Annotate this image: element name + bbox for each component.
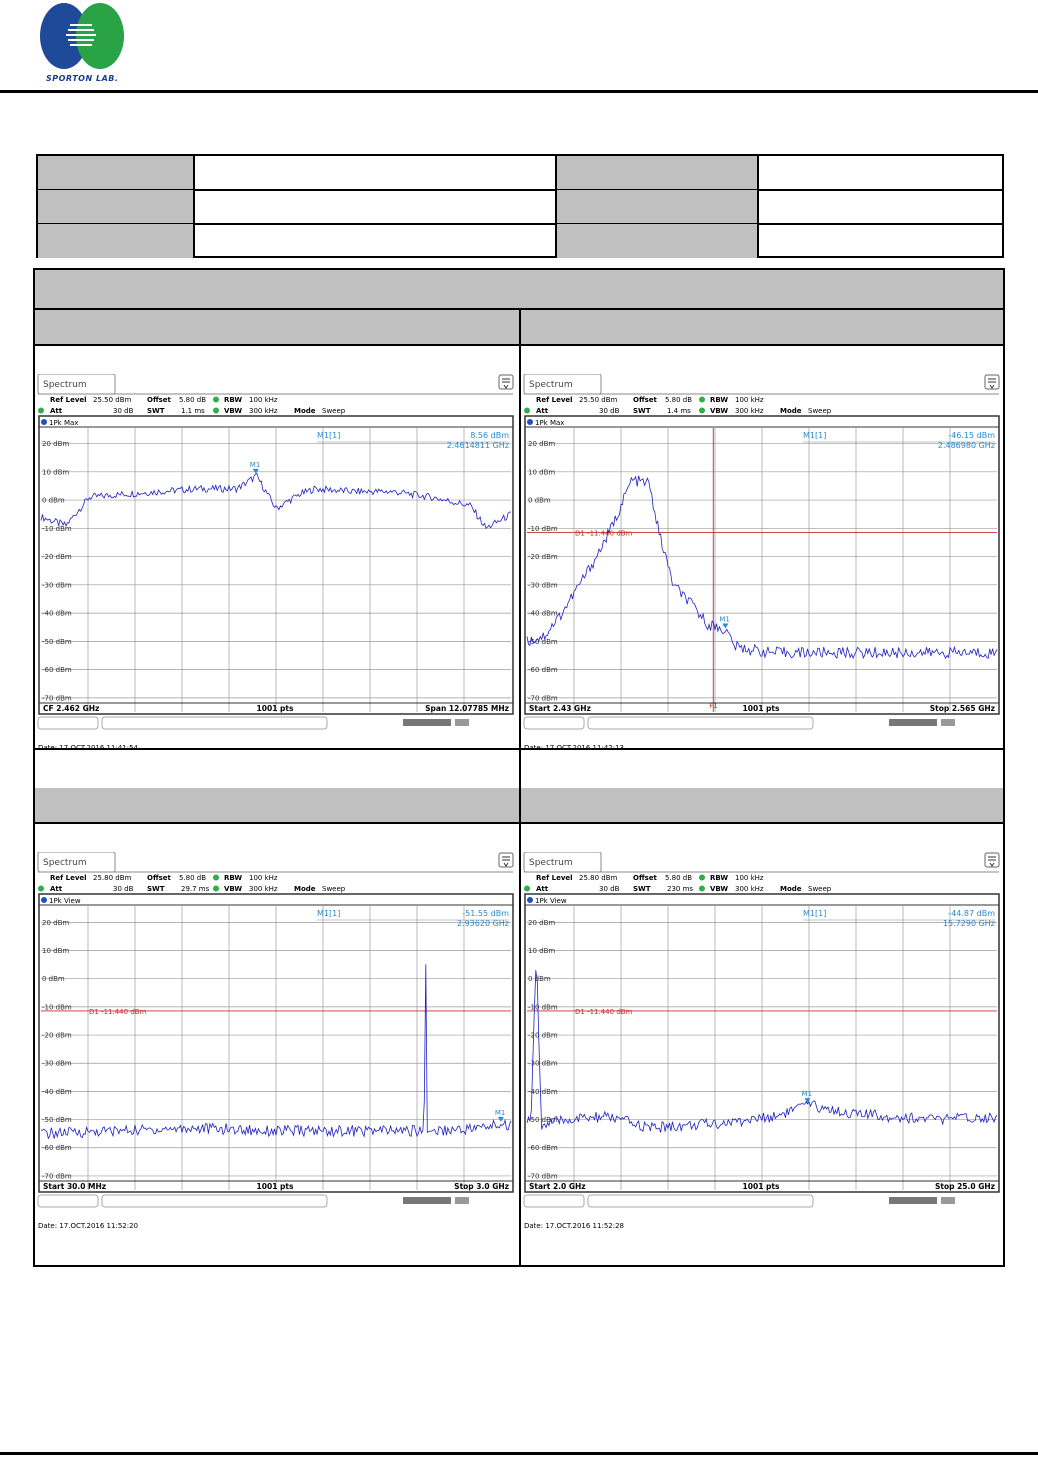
y-tick-label: -70 dBm	[528, 694, 558, 703]
panel-header	[35, 310, 519, 346]
status-icon	[941, 719, 955, 726]
spectrum-panel	[521, 374, 1001, 814]
progress-bar-icon	[403, 1197, 451, 1204]
logo-text: SPORTON LAB.	[46, 74, 119, 83]
trace-indicator-icon	[527, 897, 533, 903]
att-label: Att	[50, 885, 63, 893]
y-tick-label: -20 dBm	[528, 553, 558, 562]
status-dot-icon	[38, 408, 44, 414]
footer-left: Start 30.0 MHz	[43, 1182, 107, 1191]
capture-date: Date: 17.OCT.2016 11:42:13	[524, 744, 624, 752]
rbw-value: 100 kHz	[735, 396, 764, 404]
footer-right: Stop 25.0 GHz	[934, 1182, 995, 1191]
ref-level-label: Ref Level	[536, 396, 573, 404]
ref-level-value: 25.50 dBm	[579, 396, 618, 404]
info-label-cell	[557, 224, 759, 258]
status-icon	[941, 1197, 955, 1204]
status-field	[524, 717, 584, 729]
info-value-cell	[195, 190, 557, 223]
limit-line-label: D1 -11.440 dBm	[575, 529, 633, 538]
y-tick-label: 0 dBm	[528, 975, 551, 984]
limit-line-label: D1 -11.440 dBm	[89, 1007, 147, 1016]
footer-right: Stop 3.0 GHz	[454, 1182, 509, 1191]
y-tick-label: -20 dBm	[528, 1031, 558, 1040]
capture-date: Date: 17.OCT.2016 11:52:20	[38, 1222, 138, 1230]
footer-points: 1001 pts	[256, 1182, 294, 1191]
y-tick-label: 10 dBm	[42, 947, 70, 956]
trace-label: 1Pk View	[49, 897, 81, 905]
f1-label: F1	[709, 702, 718, 710]
info-row	[38, 190, 1002, 225]
footer-right: Stop 2.565 GHz	[929, 704, 995, 713]
trace-label: 1Pk Max	[535, 419, 565, 427]
status-field	[38, 1195, 98, 1207]
trace-indicator-icon	[41, 419, 47, 425]
status-dot-icon	[213, 875, 219, 881]
marker-readout-freq: 15.7290 GHz	[942, 919, 995, 928]
status-dot-icon	[699, 886, 705, 892]
y-tick-label: 10 dBm	[528, 468, 556, 477]
marker-tag: M1	[801, 1090, 813, 1099]
trace-indicator-icon	[41, 897, 47, 903]
y-tick-label: 10 dBm	[42, 468, 70, 477]
spectrum-tab-label: Spectrum	[529, 858, 573, 868]
marker-readout-value: -51.55 dBm	[462, 909, 509, 918]
y-tick-label: -60 dBm	[528, 1144, 558, 1153]
y-tick-label: 20 dBm	[528, 440, 556, 449]
footer-points: 1001 pts	[742, 704, 780, 713]
info-label-cell	[38, 224, 195, 258]
y-tick-label: 20 dBm	[528, 918, 556, 927]
mode-value: Sweep	[808, 885, 832, 893]
spectrum-tab-label: Spectrum	[529, 380, 573, 390]
y-tick-label: -40 dBm	[42, 609, 72, 618]
status-field	[102, 1195, 327, 1207]
status-icon	[455, 1197, 469, 1204]
y-tick-label: -10 dBm	[528, 1003, 558, 1012]
status-dot-icon	[213, 886, 219, 892]
status-field	[102, 717, 327, 729]
ref-level-label: Ref Level	[50, 396, 87, 404]
marker-tag: M1	[719, 615, 730, 624]
rbw-label: RBW	[224, 874, 243, 882]
mode-value: Sweep	[322, 407, 346, 415]
vbw-value: 300 kHz	[735, 407, 764, 415]
att-value: 30 dB	[113, 407, 134, 415]
info-value-cell	[759, 190, 1002, 223]
info-label-cell	[38, 190, 195, 223]
trace-label: 1Pk Max	[49, 419, 79, 427]
status-dot-icon	[213, 408, 219, 414]
status-dot-icon	[699, 397, 705, 403]
footer-left: CF 2.462 GHz	[43, 704, 100, 713]
att-label: Att	[536, 407, 549, 415]
info-row	[38, 156, 1002, 191]
capture-date: Date: 17.OCT.2016 11:52:28	[524, 1222, 624, 1230]
info-value-cell	[759, 156, 1002, 189]
spectrum-screenshot	[521, 374, 1001, 814]
marker-readout-freq: 2.4614811 GHz	[446, 441, 509, 450]
status-dot-icon	[699, 408, 705, 414]
footer-rule	[0, 1452, 1038, 1455]
status-field	[524, 1195, 584, 1207]
info-value-cell	[195, 156, 557, 189]
y-tick-label: -10 dBm	[528, 524, 558, 533]
mode-label: Mode	[780, 885, 802, 893]
trace-indicator-icon	[527, 419, 533, 425]
spectrum-screenshot	[521, 852, 1001, 1292]
swt-value: 230 ms	[667, 885, 694, 893]
footer-points: 1001 pts	[742, 1182, 780, 1191]
swt-label: SWT	[147, 885, 165, 893]
y-tick-label: -60 dBm	[42, 1144, 72, 1153]
footer-points: 1001 pts	[256, 704, 294, 713]
y-tick-label: -50 dBm	[42, 637, 72, 646]
footer-left: Start 2.43 GHz	[529, 704, 591, 713]
y-tick-label: 0 dBm	[528, 496, 551, 505]
info-label-cell	[557, 190, 759, 223]
marker-readout-label: M1[1]	[803, 909, 827, 918]
status-field	[588, 717, 813, 729]
swt-value: 29.7 ms	[181, 885, 210, 893]
vbw-label: VBW	[224, 885, 243, 893]
offset-label: Offset	[633, 396, 657, 404]
results-table-header	[35, 270, 1003, 310]
att-value: 30 dB	[599, 407, 620, 415]
status-dot-icon	[699, 875, 705, 881]
spectrum-screenshot	[35, 374, 515, 814]
mode-value: Sweep	[808, 407, 832, 415]
status-dot-icon	[524, 886, 530, 892]
y-tick-label: -30 dBm	[42, 581, 72, 590]
rbw-value: 100 kHz	[249, 396, 278, 404]
marker-readout-value: -46.15 dBm	[948, 431, 995, 440]
info-table	[36, 154, 1004, 258]
swt-value: 1.4 ms	[667, 407, 691, 415]
rbw-value: 100 kHz	[735, 874, 764, 882]
vbw-value: 300 kHz	[735, 885, 764, 893]
y-tick-label: -60 dBm	[528, 666, 558, 675]
y-tick-label: -70 dBm	[528, 1172, 558, 1181]
info-row	[38, 224, 1002, 258]
mode-value: Sweep	[322, 885, 346, 893]
marker-readout-value: -44.87 dBm	[948, 909, 995, 918]
marker-tag: M1	[249, 460, 261, 469]
panel-header	[521, 310, 1003, 346]
y-tick-label: -70 dBm	[42, 694, 72, 703]
status-field	[588, 1195, 813, 1207]
y-tick-label: -10 dBm	[42, 1003, 72, 1012]
info-value-cell	[195, 224, 557, 258]
rbw-label: RBW	[710, 874, 729, 882]
y-tick-label: -40 dBm	[528, 609, 558, 618]
spectrum-panel	[521, 852, 1001, 1292]
progress-bar-icon	[403, 719, 451, 726]
ref-level-value: 25.50 dBm	[93, 396, 132, 404]
offset-value: 5.80 dB	[665, 874, 693, 882]
status-dot-icon	[38, 886, 44, 892]
marker-tag: M1	[494, 1108, 506, 1117]
rbw-label: RBW	[224, 396, 243, 404]
att-value: 30 dB	[599, 885, 620, 893]
y-tick-label: -40 dBm	[528, 1087, 558, 1096]
y-tick-label: -30 dBm	[528, 581, 558, 590]
marker-readout-freq: 2.486980 GHz	[937, 441, 995, 450]
y-tick-label: 0 dBm	[42, 975, 65, 984]
info-value-cell	[759, 224, 1002, 258]
progress-bar-icon	[889, 1197, 937, 1204]
marker-readout-label: M1[1]	[317, 909, 341, 918]
limit-line-label: D1 -11.440 dBm	[575, 1007, 633, 1016]
vbw-label: VBW	[710, 885, 729, 893]
y-tick-label: 20 dBm	[42, 440, 70, 449]
y-tick-label: -10 dBm	[42, 524, 72, 533]
info-label-cell	[557, 156, 759, 189]
rbw-value: 100 kHz	[249, 874, 278, 882]
vbw-label: VBW	[224, 407, 243, 415]
mode-label: Mode	[294, 885, 316, 893]
spectrum-panel	[35, 374, 515, 814]
swt-label: SWT	[147, 407, 165, 415]
vbw-value: 300 kHz	[249, 407, 278, 415]
att-label: Att	[50, 407, 63, 415]
ref-level-label: Ref Level	[50, 874, 87, 882]
mode-label: Mode	[780, 407, 802, 415]
rbw-label: RBW	[710, 396, 729, 404]
att-label: Att	[536, 885, 549, 893]
offset-label: Offset	[633, 874, 657, 882]
swt-label: SWT	[633, 885, 651, 893]
marker-readout-label: M1[1]	[317, 431, 341, 440]
spectrum-tab-label: Spectrum	[43, 380, 87, 390]
vbw-value: 300 kHz	[249, 885, 278, 893]
status-field	[38, 717, 98, 729]
capture-date: Date: 17.OCT.2016 11:41:54	[38, 744, 138, 752]
offset-label: Offset	[147, 396, 171, 404]
y-tick-label: -20 dBm	[42, 1031, 72, 1040]
y-tick-label: -30 dBm	[528, 1059, 558, 1068]
y-tick-label: 10 dBm	[528, 947, 556, 956]
swt-value: 1.1 ms	[181, 407, 205, 415]
footer-right: Span 12.07785 MHz	[425, 704, 509, 713]
trace-label: 1Pk View	[535, 897, 567, 905]
offset-value: 5.80 dB	[665, 396, 693, 404]
footer-left: Start 2.0 GHz	[529, 1182, 586, 1191]
spectrum-tab-label: Spectrum	[43, 858, 87, 868]
spectrum-panel	[35, 852, 515, 1292]
y-tick-label: -20 dBm	[42, 553, 72, 562]
marker-readout-value: 8.56 dBm	[470, 431, 509, 440]
swt-label: SWT	[633, 407, 651, 415]
status-icon	[455, 719, 469, 726]
y-tick-label: 20 dBm	[42, 918, 70, 927]
info-label-cell	[38, 156, 195, 189]
ref-level-value: 25.80 dBm	[579, 874, 618, 882]
status-dot-icon	[213, 397, 219, 403]
ref-level-value: 25.80 dBm	[93, 874, 132, 882]
offset-value: 5.80 dB	[179, 874, 207, 882]
offset-label: Offset	[147, 874, 171, 882]
y-tick-label: -60 dBm	[42, 666, 72, 675]
progress-bar-icon	[889, 719, 937, 726]
marker-readout-freq: 2.93620 GHz	[456, 919, 509, 928]
att-value: 30 dB	[113, 885, 134, 893]
header-rule	[0, 90, 1038, 93]
results-table	[33, 268, 1005, 1267]
y-tick-label: -50 dBm	[528, 637, 558, 646]
y-tick-label: -70 dBm	[42, 1172, 72, 1181]
y-tick-label: 0 dBm	[42, 496, 65, 505]
vbw-label: VBW	[710, 407, 729, 415]
offset-value: 5.80 dB	[179, 396, 207, 404]
ref-level-label: Ref Level	[536, 874, 573, 882]
y-tick-label: -50 dBm	[42, 1116, 72, 1125]
y-tick-label: -40 dBm	[42, 1087, 72, 1096]
y-tick-label: -30 dBm	[42, 1059, 72, 1068]
marker-readout-label: M1[1]	[803, 431, 827, 440]
status-dot-icon	[524, 408, 530, 414]
mode-label: Mode	[294, 407, 316, 415]
y-tick-label: -50 dBm	[528, 1116, 558, 1125]
spectrum-screenshot	[35, 852, 515, 1292]
